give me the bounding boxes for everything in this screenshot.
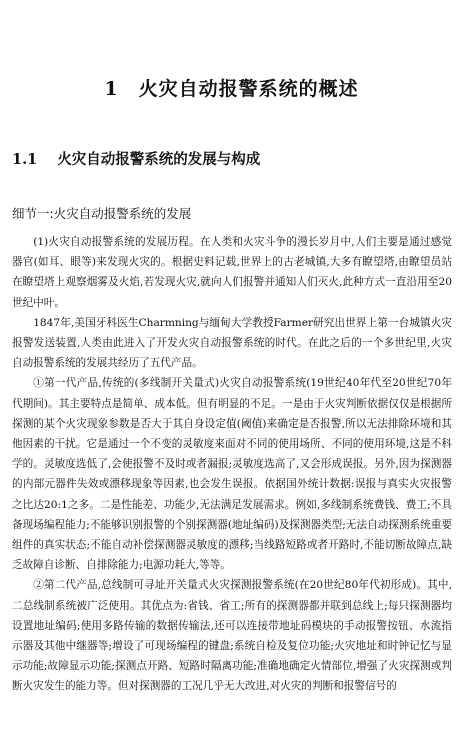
chapter-number: 1 — [104, 78, 119, 100]
paragraph-first-generation: ①第一代产品,传统的(多线制开关量式)火灾自动报警系统(19世纪40年代至20世纪70年代期间)。其主要特点是简单、成本低。但有明显的不足。一是由于火灾判断依据仅仅是根据所探测的某个火灾现象参数是否大于其自身设定值(阈值)来确定是否报警,所以无法排除环境和其他因素的干扰。它是通过一个不变的灵敏度来面对不同的使用场所、不同的使用环境,这是不科学的。灵敏度选低了,会使报警不及时或者漏报;灵敏度选高了,又会形成误报。另外,因为探测器的内部元器件失效或漂移现象等因素,也会发生误报。依据国外统计数据:误报与真实火灾报警之比达20:1之多。二是性能差、功能少,无法满足发展需求。例如,多线制系统费钱、费工;不具备现场编程能力;不能够识别报警的个别探测器(地址编码)及探测器类型;无法自动探测系统重要组件的真实状态;不能自动补偿探测器灵敏度的漂移;当线路短路或者开路时,不能切断故障点,缺乏故障自诊断、自排除能力;电源功耗大,等等。 — [12, 377, 452, 572]
section-title — [12, 148, 260, 169]
chapter-title — [0, 74, 463, 101]
paragraph-history: (1)火灾自动报警系统的发展历程。在人类和火灾斗争的漫长岁月中,人们主要是通过感觉器官(如耳、眼等)来发现火灾的。根据史料记载,世界上的古老城镇,大多有瞭望塔,由瞭望员站在瞭望塔上观察烟雾及火焰,若发现火灾,就向人们报警并通知人们灭火,此种方式一直沿用至20世纪中叶。 — [12, 236, 452, 309]
section-title-text: 火灾自动报警系统的发展与构成 — [57, 151, 261, 168]
subsection-title: 细节一:火灾自动报警系统的发展 — [12, 206, 192, 221]
paragraph-second-generation: ②第二代产品,总线制可寻址开关量式火灾探测报警系统(在20世纪80年代初形成)。其中,二总线制系统被广泛使用。其优点为:省钱、省工;所有的探测器都并联到总线上;每只探测器均设置地址编码;使用多路传输的数据传输法,还可以连接带地址码模块的手动报警按钮、水流指示器及其他中继器等;增设了可现场编程的键盘;系统自检及复位功能;火灾地址和时钟记忆与显示功能;故障显示功能;探测点开路、短路时隔离功能;准确地确定火情部位,增强了火灾探测或判断火灾发生的能力等。但对探测器的工况几乎无大改进,对火灾的判断和报警信号的 — [12, 579, 452, 693]
chapter-title-text: 火灾自动报警系统的概述 — [138, 78, 359, 100]
section-number: 1.1 — [12, 151, 38, 168]
paragraph-1847: 1847年,美国牙科医生Charmning与缅甸大学教授Farmer研究出世界上第一台城镇火灾报警发送装置,人类由此进入了开发火灾自动报警系统的时代。在此之后的一个多世纪里,火灾自动报警系统的发展共经历了五代产品。 — [12, 316, 452, 370]
body-text — [12, 232, 452, 697]
